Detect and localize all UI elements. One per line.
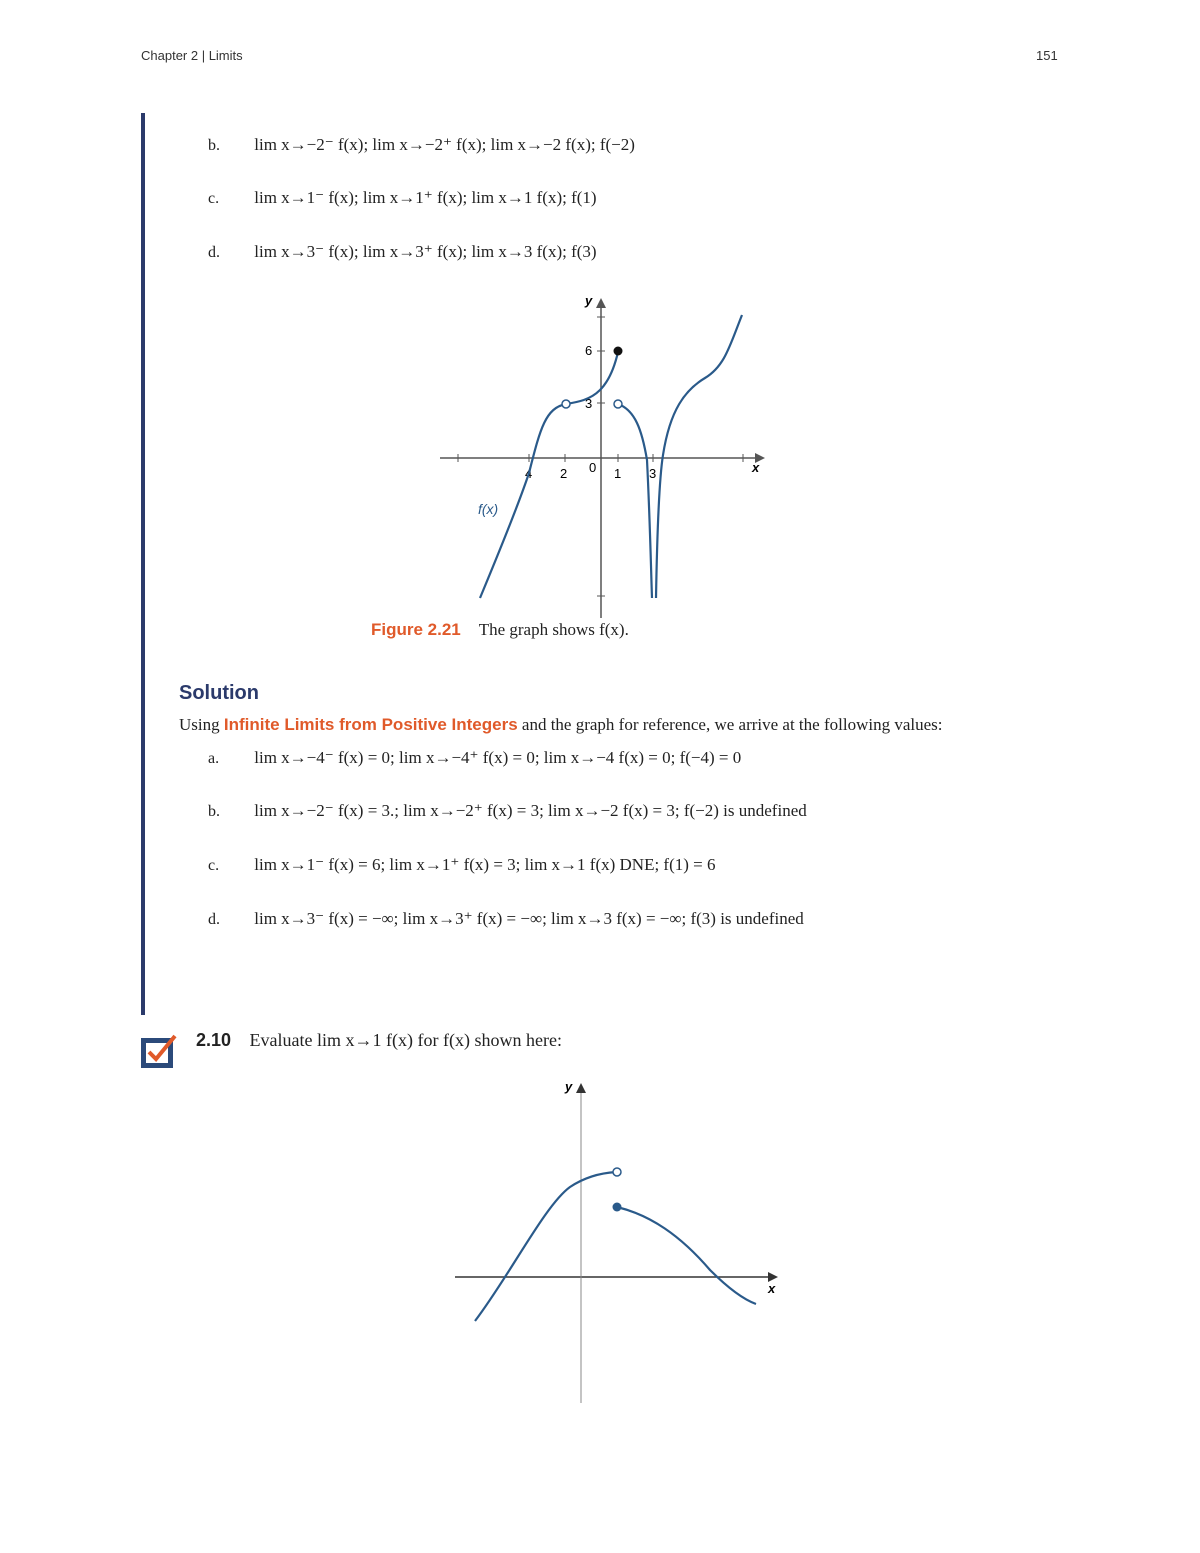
y-axis-label: y	[565, 1079, 573, 1094]
solution-heading: Solution	[179, 682, 259, 704]
solution-intro	[179, 715, 942, 735]
row-text: lim x→1⁻ f(x) = 6; lim x→1⁺ f(x) = 3; lim x→1 f(x) DNE; f(1) = 6	[254, 855, 716, 874]
row-text: lim x→3⁻ f(x) = −∞; lim x→3⁺ f(x) = −∞; lim x→3 f(x) = −∞; f(3) is undefined	[254, 909, 804, 928]
exercise-2-10	[196, 1030, 562, 1051]
open-point	[562, 400, 570, 408]
exercise-text: Evaluate lim x→1 f(x) for f(x) shown here:	[249, 1030, 562, 1050]
open-point	[614, 400, 622, 408]
curve-left-branch	[475, 1172, 616, 1321]
y-axis-label: y	[585, 293, 593, 308]
open-point	[613, 1168, 621, 1176]
row-label: d.	[208, 911, 220, 928]
curve-label: f(x)	[478, 501, 499, 517]
exercise-number: 2.10	[196, 1030, 232, 1050]
row-label: d.	[208, 244, 220, 261]
row-text: lim x→3⁻ f(x); lim x→3⁺ f(x); lim x→3 f(x); f(3)	[254, 242, 597, 261]
curve-right-branch	[656, 315, 742, 598]
curve-right-branch	[617, 1207, 756, 1304]
row-label: a.	[208, 750, 220, 767]
header-page-number: 151	[1036, 48, 1058, 63]
example-side-bar	[141, 113, 145, 1015]
x-axis-label: x	[768, 1281, 776, 1296]
problem-row-d	[208, 242, 597, 262]
x-tick-label: 3	[649, 466, 657, 481]
x-tick-label: 0	[589, 460, 597, 475]
curve-middle-branch	[618, 404, 652, 598]
row-label: b.	[208, 137, 220, 154]
row-label: c.	[208, 857, 220, 874]
figure-2-21-graph	[430, 290, 770, 620]
solution-row-c	[208, 855, 716, 875]
problem-row-c	[208, 188, 597, 208]
solution-row-d	[208, 909, 804, 929]
y-tick-label: 3	[585, 396, 593, 411]
intro-before: Using	[179, 715, 220, 734]
closed-point	[614, 347, 623, 356]
x-tick-label: 1	[614, 466, 622, 481]
figure-caption	[371, 620, 629, 640]
solution-row-a	[208, 748, 741, 768]
intro-after: and the graph for reference, we arrive at the following values:	[521, 715, 943, 734]
problem-row-b	[208, 135, 635, 155]
infinite-limits-link[interactable]: Infinite Limits from Positive Integers	[223, 715, 518, 734]
row-text: lim x→−2⁻ f(x); lim x→−2⁺ f(x); lim x→−2 f(x); f(−2)	[254, 135, 635, 154]
row-label: c.	[208, 190, 220, 207]
x-axis-label: x	[752, 460, 760, 475]
figure-label: Figure 2.21	[371, 620, 461, 639]
solution-row-b	[208, 801, 807, 821]
exercise-graph	[450, 1075, 790, 1405]
closed-point	[613, 1203, 622, 1212]
y-axis-arrow	[576, 1083, 586, 1093]
x-tick-label: 2	[560, 466, 568, 481]
row-text: lim x→−2⁻ f(x) = 3.; lim x→−2⁺ f(x) = 3; lim x→−2 f(x) = 3; f(−2) is undefined	[254, 801, 807, 820]
curve-left-branch	[480, 352, 618, 598]
y-axis-arrow	[596, 298, 606, 308]
x-tick-label: 4	[525, 466, 533, 481]
y-tick-label: 6	[585, 343, 593, 358]
row-text: lim x→1⁻ f(x); lim x→1⁺ f(x); lim x→1 f(x); f(1)	[254, 188, 597, 207]
header-chapter: Chapter 2 | Limits	[141, 48, 243, 63]
row-label: b.	[208, 803, 220, 820]
row-text: lim x→−4⁻ f(x) = 0; lim x→−4⁺ f(x) = 0; lim x→−4 f(x) = 0; f(−4) = 0	[254, 748, 742, 767]
checkpoint-icon	[140, 1032, 178, 1070]
figure-caption-text: The graph shows f(x).	[478, 620, 629, 639]
